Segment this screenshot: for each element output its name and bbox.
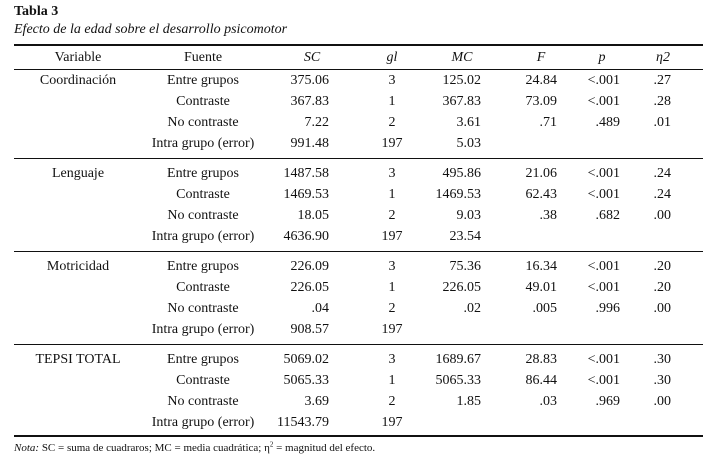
cell-f: 49.01: [525, 280, 557, 295]
cell-p: <.001: [587, 166, 620, 181]
cell-mc: 5.03: [456, 136, 481, 151]
cell-sc: 4636.90: [283, 229, 329, 244]
cell-p: .996: [595, 301, 620, 316]
table-note: [14, 442, 375, 454]
header-eta: η2: [656, 50, 670, 65]
header-gl: gl: [386, 50, 398, 65]
cell-p: <.001: [587, 187, 620, 202]
cell-mc: .02: [463, 301, 481, 316]
bottom-rule: [14, 435, 703, 437]
cell-sc: 908.57: [290, 322, 329, 337]
cell-sc: 3.69: [304, 394, 329, 409]
variable-label: Motricidad: [46, 259, 110, 274]
header-f: F: [536, 50, 546, 65]
cell-eta: .30: [653, 352, 671, 367]
cell-fuente: No contraste: [167, 115, 239, 130]
cell-eta: .01: [653, 115, 671, 130]
cell-f: 28.83: [525, 352, 557, 367]
cell-mc: 1689.67: [435, 352, 481, 367]
cell-gl: 3: [388, 352, 396, 367]
cell-f: 16.34: [525, 259, 557, 274]
cell-gl: 3: [388, 259, 396, 274]
cell-gl: 2: [388, 301, 396, 316]
note-label: Nota:: [14, 442, 40, 454]
cell-gl: 1: [388, 187, 396, 202]
cell-gl: 2: [388, 394, 396, 409]
cell-mc: 125.02: [442, 73, 481, 88]
cell-gl: 3: [388, 73, 396, 88]
cell-gl: 3: [388, 166, 396, 181]
cell-p: <.001: [587, 94, 620, 109]
cell-sc: 226.05: [290, 280, 329, 295]
cell-fuente: No contraste: [167, 394, 239, 409]
cell-eta: .00: [653, 394, 671, 409]
cell-fuente: Intra grupo (error): [151, 136, 255, 151]
group-divider: [14, 344, 703, 345]
group-divider: [14, 158, 703, 159]
note-superscript: 2: [269, 440, 274, 449]
note-text-a: SC = suma de cuadraros; MC = media cuadrática; η: [39, 442, 270, 454]
group-divider: [14, 251, 703, 252]
cell-eta: .24: [653, 187, 671, 202]
cell-p: <.001: [587, 352, 620, 367]
table-title: Tabla 3: [14, 4, 59, 19]
cell-p: .682: [595, 208, 620, 223]
cell-mc: 23.54: [449, 229, 481, 244]
cell-fuente: Contraste: [176, 187, 230, 202]
cell-sc: 1469.53: [283, 187, 329, 202]
cell-eta: .20: [653, 259, 671, 274]
cell-eta: .00: [653, 301, 671, 316]
top-rule: [14, 44, 703, 46]
cell-fuente: Contraste: [176, 94, 230, 109]
cell-eta: .28: [653, 94, 671, 109]
cell-f: .03: [539, 394, 557, 409]
cell-mc: 1.85: [456, 394, 481, 409]
variable-label: TEPSI TOTAL: [35, 352, 121, 367]
cell-p: <.001: [587, 259, 620, 274]
cell-eta: .24: [653, 166, 671, 181]
cell-fuente: Entre grupos: [167, 259, 239, 274]
cell-eta: .20: [653, 280, 671, 295]
header-p: p: [598, 50, 606, 65]
cell-gl: 2: [388, 208, 396, 223]
cell-f: 21.06: [525, 166, 557, 181]
cell-gl: 1: [388, 280, 396, 295]
cell-mc: 226.05: [442, 280, 481, 295]
cell-sc: .04: [311, 301, 329, 316]
variable-label: Lenguaje: [51, 166, 105, 181]
cell-f: .71: [539, 115, 557, 130]
header-sc: SC: [303, 50, 321, 65]
cell-f: 73.09: [525, 94, 557, 109]
cell-mc: 1469.53: [435, 187, 481, 202]
cell-mc: 3.61: [456, 115, 481, 130]
variable-label: Coordinación: [39, 73, 117, 88]
cell-eta: .00: [653, 208, 671, 223]
cell-p: <.001: [587, 73, 620, 88]
cell-sc: 5069.02: [283, 352, 329, 367]
cell-fuente: Entre grupos: [167, 73, 239, 88]
cell-fuente: Intra grupo (error): [151, 322, 255, 337]
cell-sc: 367.83: [290, 94, 329, 109]
cell-f: 62.43: [525, 187, 557, 202]
cell-sc: 7.22: [304, 115, 329, 130]
cell-sc: 375.06: [290, 73, 329, 88]
cell-f: 86.44: [525, 373, 557, 388]
cell-gl: 197: [381, 136, 403, 151]
cell-mc: 75.36: [449, 259, 481, 274]
cell-gl: 197: [381, 322, 403, 337]
cell-fuente: Entre grupos: [167, 352, 239, 367]
cell-fuente: Contraste: [176, 373, 230, 388]
cell-f: .005: [532, 301, 557, 316]
cell-mc: 9.03: [456, 208, 481, 223]
cell-f: .38: [539, 208, 557, 223]
cell-sc: 226.09: [290, 259, 329, 274]
header-rule: [14, 69, 703, 70]
header-fuente: Fuente: [183, 50, 223, 65]
cell-fuente: Intra grupo (error): [151, 415, 255, 430]
cell-gl: 1: [388, 94, 396, 109]
cell-gl: 197: [381, 229, 403, 244]
cell-fuente: No contraste: [167, 301, 239, 316]
cell-f: 24.84: [525, 73, 557, 88]
cell-gl: 1: [388, 373, 396, 388]
note-text-b: = magnitud del efecto.: [273, 442, 376, 454]
cell-fuente: Contraste: [176, 280, 230, 295]
cell-p: <.001: [587, 373, 620, 388]
cell-p: .489: [595, 115, 620, 130]
cell-gl: 2: [388, 115, 396, 130]
cell-fuente: Intra grupo (error): [151, 229, 255, 244]
cell-p: .969: [595, 394, 620, 409]
cell-sc: 11543.79: [277, 415, 329, 430]
cell-sc: 991.48: [290, 136, 329, 151]
cell-fuente: Entre grupos: [167, 166, 239, 181]
cell-sc: 18.05: [297, 208, 329, 223]
cell-eta: .30: [653, 373, 671, 388]
cell-sc: 5065.33: [283, 373, 329, 388]
table-subtitle: Efecto de la edad sobre el desarrollo psicomotor: [14, 22, 288, 37]
cell-sc: 1487.58: [283, 166, 329, 181]
cell-fuente: No contraste: [167, 208, 239, 223]
header-variable: Variable: [54, 50, 102, 65]
cell-mc: 495.86: [442, 166, 481, 181]
cell-eta: .27: [653, 73, 671, 88]
header-mc: MC: [451, 50, 473, 65]
cell-mc: 5065.33: [435, 373, 481, 388]
cell-mc: 367.83: [442, 94, 481, 109]
cell-p: <.001: [587, 280, 620, 295]
cell-gl: 197: [381, 415, 403, 430]
